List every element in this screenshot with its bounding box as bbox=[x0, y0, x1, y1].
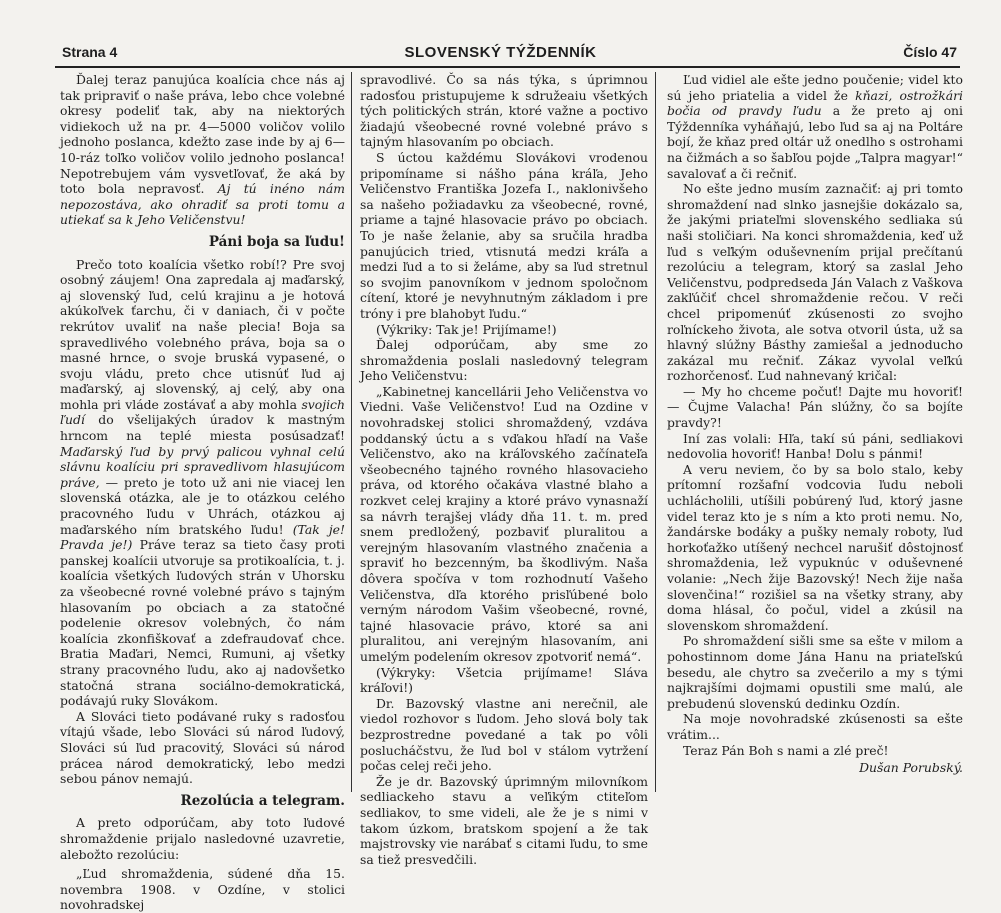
paragraph: Iní zas volali: Hľa, takí sú páni, sedliakovi nedovolia hovoriť! Hanba! Dolu s pánmi! bbox=[667, 430, 963, 462]
header-rule bbox=[55, 66, 960, 68]
paragraph: spravodlivé. Čo sa nás týka, s úprimnou radosťou pristupujeme k sdružeaiu všetkých tých politických strán, ktoré važne a poctivo žiadajú všeobecné rovné volebné právo s tajným hlasovaním po obciach. bbox=[360, 72, 648, 150]
paragraph: Na moje novohradské zkúsenosti sa ešte vrátim... bbox=[667, 711, 963, 742]
paragraph: „Ľud shromaždenia, súdené dňa 15. novembra 1908. v Ozdíne, v stolici novohradskej bbox=[60, 866, 345, 913]
paragraph: Ďalej teraz panujúca koalícia chce nás aj tak pripraviť o naše práva, lebo chce volebné okresy podeliť tak, aby na niektorých vidiekoch už na pr. 4—5000 voličov volilo jednoho poslanca, kdežto zase inde by aj 6—10-ráz toľko voličov volilo jednoho poslanca! Nepotrebujem vám vysvetľovať, že aká by toto bola nepravosť. Aj tú inéno nám nepozostáva, ako ohradiť sa proti tomu a utiekať sa k Jeho Veličenstvu! bbox=[60, 72, 345, 228]
paragraph: S úctou každému Slovákovi vrodenou pripomíname si nášho pána kráľa, Jeho Veličenstvo Františka Jozefa I., naklonivšeho sa našeho požiadavku za všeobecné, rovné, priame a tajné hlasovacie právo po obciach. To je naše želanie, aby sa sručila hradba panujúcich tried, vtisnutá medzi kráľa a medzi ľud a to si želáme, aby sa ľud stretnul so svojim panovníkom v jednom spoločnom cítení, ktoré je nevyhnutným základom i pre tróny i pre blahobyt ľudu.“ bbox=[360, 149, 648, 321]
paragraph: Prečo toto koalícia všetko robí!? Pre svoj osobný záujem! Ona zapredala aj maďarský, aj slovenský ľud, celú krajinu a je hotová akúkoľvek ťarchu, či v daniach, či v počte rekrútov uvaliť na naše plecia! Boja sa spravedlivého volebného práva, boja sa o masné hrnce, o svoje bruská vypasené, o svoju vládu, preto chce utisnúť ľud aj maďarský, aj slovenský, aj celý, aby ona mohla pri vláde zostávať a aby mohla svojich ľudí do všelijakých úradov k mastným hrncom na teplé miesta posúsadzať! Maďarský ľud by prvý palicou vyhnal celú slávnu koalíciu pri spravedlivom hlasujúcom práve, — preto je toto už ani nie viacej len slovenská otázka, ale je to otázkou celého pracovného ľudu v Uhrách, otázkou aj maďarského ním bratského ľudu! (Tak je! Pravda je!) Práve teraz sa tieto časy proti panskej koalícii utvoruje sa protikoalícia, t. j. koalícia všetkých ľudových strán v Uhorsku za všeobecné rovné volebné právo s tajným hlasovaním po obciach a za statočné podelenie okresov volebných, čo nám koalícia zkonfiškovať a zdefraudovať chce. Bratia Maďari, Nemci, Rumuni, aj všetky strany pracovného ľudu, ako aj nadovšetko statočná strana sociálno-demokratická, podávajú ruky Slovákom. bbox=[60, 256, 345, 709]
column-3 bbox=[667, 72, 963, 792]
column-divider-1 bbox=[351, 72, 352, 792]
page-header bbox=[0, 38, 1001, 64]
paragraph: A veru neviem, čo by sa bolo stalo, keby prítomní rozšafní vodcovia ľudu neboli uchlácholili, utíšili pobúrený ľud, ktorý jasne videl teraz kto je s ním a kto proti nemu. No, žandárske bodáky a pušky nemaly roboty, ľud horkoťažko utíšený nechcel narušiť dôstojnosť shromaždenia, lež vypuknúc v oduševnené volanie: „Nech žije Bazovský! Nech žije naša slovenčina!“ rozišiel sa na všetky strany, aby doma hlásal, čo počul, videl a zkúsil na slovenskom shromaždení. bbox=[667, 461, 963, 633]
paragraph: Dr. Bazovský vlastne ani nerečnil, ale viedol rozhovor s ľudom. Jeho slová boly tak bezprostredne povedané a tak po vôli poslucháčstvu, že ľud bol v stálom vytržení počas celej reči jeho. bbox=[360, 695, 648, 774]
section-heading: Rezolúcia a telegram. bbox=[180, 792, 345, 809]
section-heading: Páni boja sa ľudu! bbox=[208, 233, 345, 250]
column-1 bbox=[60, 72, 345, 913]
page-number: Strana 4 bbox=[62, 44, 118, 60]
paragraph: Ďalej odporúčam, aby sme zo shromaždenia poslali nasledovný telegram Jeho Veličenstvu: bbox=[360, 337, 648, 384]
paragraph: Ľud vidiel ale ešte jedno poučenie; videl kto sú jeho priatelia a videl že kňazi, ostrožkári bočia od pravdy ľudu a že preto aj oni Týždenníka vyháňajú, lebo ľud sa aj na Poltáre bojí, že kňaz pred oltár už onedlho s ostrohami na čižmách a so šabľou pojde „Talpra magyar!“ savalovať a či rečniť. bbox=[667, 72, 963, 181]
paragraph: — My ho chceme počuť! Dajte mu hovoriť! — Čujme Valacha! Pán slúžny, čo sa bojíte pravdy?! bbox=[667, 383, 963, 431]
column-divider-2 bbox=[655, 72, 656, 792]
author-signature: Dušan Porubský. bbox=[859, 760, 963, 776]
newspaper-title: SLOVENSKÝ TÝŽDENNÍK bbox=[404, 44, 597, 61]
issue-number: Číslo 47 bbox=[903, 44, 957, 60]
paragraph: No ešte jedno musím zaznačiť: aj pri tomto shromaždení nad slnko jasnejšie dokázalo sa, že jakými priateľmi slovenského sedliaka sú naši stoličiari. Na konci shromaždenia, keď už ľud s veľkým oduševnením prijal prečítanú rezolúciu a telegram, ktorý sa zaslal Jeho Veličenstvu, podpredseda Ján Valach z Vaškova zakľúčiť chcel shromaždenie rečou. V reči chcel pripomenúť zkúsenosti zo svojho roľníckeho života, ale sotva otvoril ústa, už sa hlavný slúžny Básthy zamiešal a jednoducho zakázal mu rečniť. Zákaz vyvolal veľkú rozhorčenosť. Ľud nahnevaný kričal: bbox=[667, 181, 963, 384]
paragraph: Že je dr. Bazovský úprimným milovníkom sedliackeho stavu a veľikým ctiteľom sedliakov, to sme videli, ale že je s nimi v takom úzkom, bratskom spojení a že tak majstrovsky vie narábať s citami ľudu, to sme sa tiež presvedčili. bbox=[360, 773, 648, 867]
paragraph: Po shromaždení sišli sme sa ešte v milom a pohostinnom dome Jána Hanu na priateľskú besedu, ale chytro sa zvečerilo a my s tými najkrajšími dojmami opustili sme malú, ale prebudenú slovenskú dedinku Ozdín. bbox=[667, 633, 963, 711]
telegram-quote: „Kabinetnej kancellárii Jeho Veličenstva vo Viedni. Vaše Veličenstvo! Ľud na Ozdine v novohradskej stolici shromaždený, vzdáva poddanský úctu a s vďakou hľadí na Vaše Veličenstvo, ako na kráľovského začínateľa všeobecného tajného rovného hlasovacieho práva, od ktorého očakáva vlastné blaho a rozkvet celej krajiny a ktoré právo vynasnaží sa návrh terajšej vlády dňa 11. t. m. pred snem predložený, pozbaviť pluralitou a verejným hlasovaním vlastného značenia a spraviť ho bezcenným, ba škodlivým. Naša dôvera spočíva v tom rozhodnutí Vašeho Veličenstva, dľa ktorého prisľúbené bolo verným národom Vašim všeobecné, rovné, tajné hlasovacie právo, ktoré sa ani pluralitou, ani verejným hlasovaním, ani umelým podelením okresov zpotvoriť nemá“. bbox=[360, 383, 648, 664]
paragraph: (Výkriky: Tak je! Prijímame!) bbox=[376, 321, 557, 337]
paragraph: A Slováci tieto podávané ruky s radosťou vítajú všade, lebo Slováci sú národ ľudový, Slováci sú ľud pracovitý, Slováci sú národ prácea národ demokratický, lebo medzi sebou pánov nemajú. bbox=[60, 708, 345, 787]
paragraph: (Výkryky: Všetcia prijímame! Sláva kráľovi!) bbox=[360, 664, 648, 696]
paragraph: A preto odporúčam, aby toto ľudové shromaždenie prijalo nasledovné uzavretie, alebožto rezolúciu: bbox=[60, 815, 345, 862]
paragraph: Teraz Pán Boh s nami a zlé preč! bbox=[683, 742, 889, 758]
column-2 bbox=[360, 72, 648, 867]
